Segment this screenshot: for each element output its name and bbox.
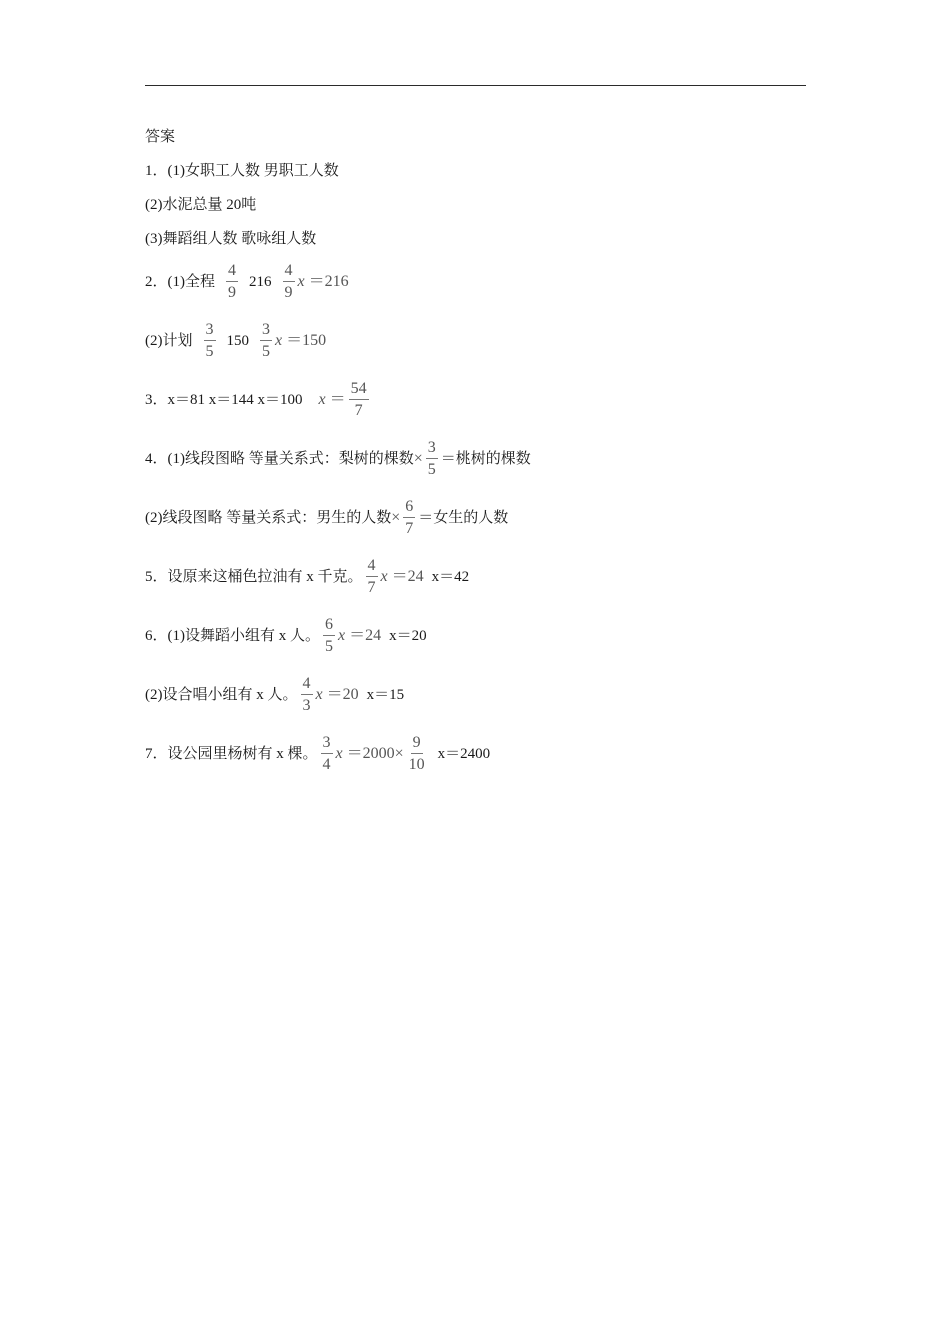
fraction: $\frac{4}{7}$ [367,557,376,596]
times-sign: × [391,509,401,526]
variable: x [335,745,343,762]
answer-result: x＝42 [431,569,470,585]
answer-6-1 [145,616,427,656]
answer-4-2 [145,498,508,538]
answer-text: 5．设原来这桶色拉油有 x 千克。 [145,569,363,585]
variable: x [380,568,388,585]
answer-text: (2)线段图略 等量关系式：男生的人数 [145,510,392,526]
fraction: $\frac{3}{4}$ [322,734,331,773]
answer-result: x＝20 [389,628,427,644]
answer-1-2: (2)水泥总量 20吨 [145,197,257,213]
fraction: $\frac{6}{5}$ [325,616,333,655]
answer-text: 3．x＝81 x＝144 x＝100 [145,392,303,408]
fraction: $\frac{54}{7}$ [350,380,367,419]
answer-value: 216 [249,274,272,290]
equation-eq: ＝ [329,391,346,408]
answer-text: 6．(1)设舞蹈小组有 x 人。 [145,628,320,644]
variable: x [318,391,326,408]
answer-result: x＝15 [366,687,405,703]
answer-1-3: (3)舞蹈组人数 歌咏组人数 [145,231,317,247]
equation-rhs: ＝20 [326,686,359,703]
variable: x [338,627,346,644]
fraction: $\frac{4}{9}$ [284,262,293,301]
answer-label: 2．(1)全程 [145,274,215,290]
equation-rhs: ＝24 [349,627,382,644]
equation-rhs: ＝2000× [346,745,404,762]
answer-2-1 [145,262,349,302]
fraction: $\frac{3}{5}$ [427,439,436,478]
equation-rhs: ＝216 [308,273,349,290]
header-rule [145,85,806,86]
answer-heading: 答案 [145,129,176,145]
answer-5 [145,557,469,597]
fraction: $\frac{9}{10}$ [408,734,425,773]
variable: x [315,686,323,703]
variable: x [275,332,283,349]
fraction: $\frac{3}{5}$ [262,321,270,360]
answer-label: (2)计划 [145,333,193,349]
fraction: $\frac{6}{7}$ [405,498,414,537]
fraction: $\frac{3}{5}$ [205,321,214,360]
answer-tail: ＝女生的人数 [418,510,509,526]
answer-tail: ＝桃树的棵数 [440,451,531,467]
answer-text: (2)设合唱小组有 x 人。 [145,687,298,703]
answer-value: 150 [226,333,249,349]
equation-rhs: ＝150 [286,332,327,349]
answer-2-2 [145,321,326,361]
answer-6-2 [145,675,404,715]
variable: x [297,273,305,290]
answer-text: 4．(1)线段图略 等量关系式：梨树的棵数 [145,451,414,467]
answer-4-1 [145,439,531,479]
answer-result: x＝2400 [437,746,491,762]
equation-rhs: ＝24 [391,568,424,585]
answer-7 [145,734,490,774]
answer-3 [145,380,372,420]
fraction: $\frac{4}{3}$ [302,675,311,714]
answer-1-1: 1．(1)女职工人数 男职工人数 [145,163,339,179]
fraction: $\frac{4}{9}$ [228,262,236,301]
answer-text: 7．设公园里杨树有 x 棵。 [145,746,318,762]
times-sign: × [413,450,423,467]
